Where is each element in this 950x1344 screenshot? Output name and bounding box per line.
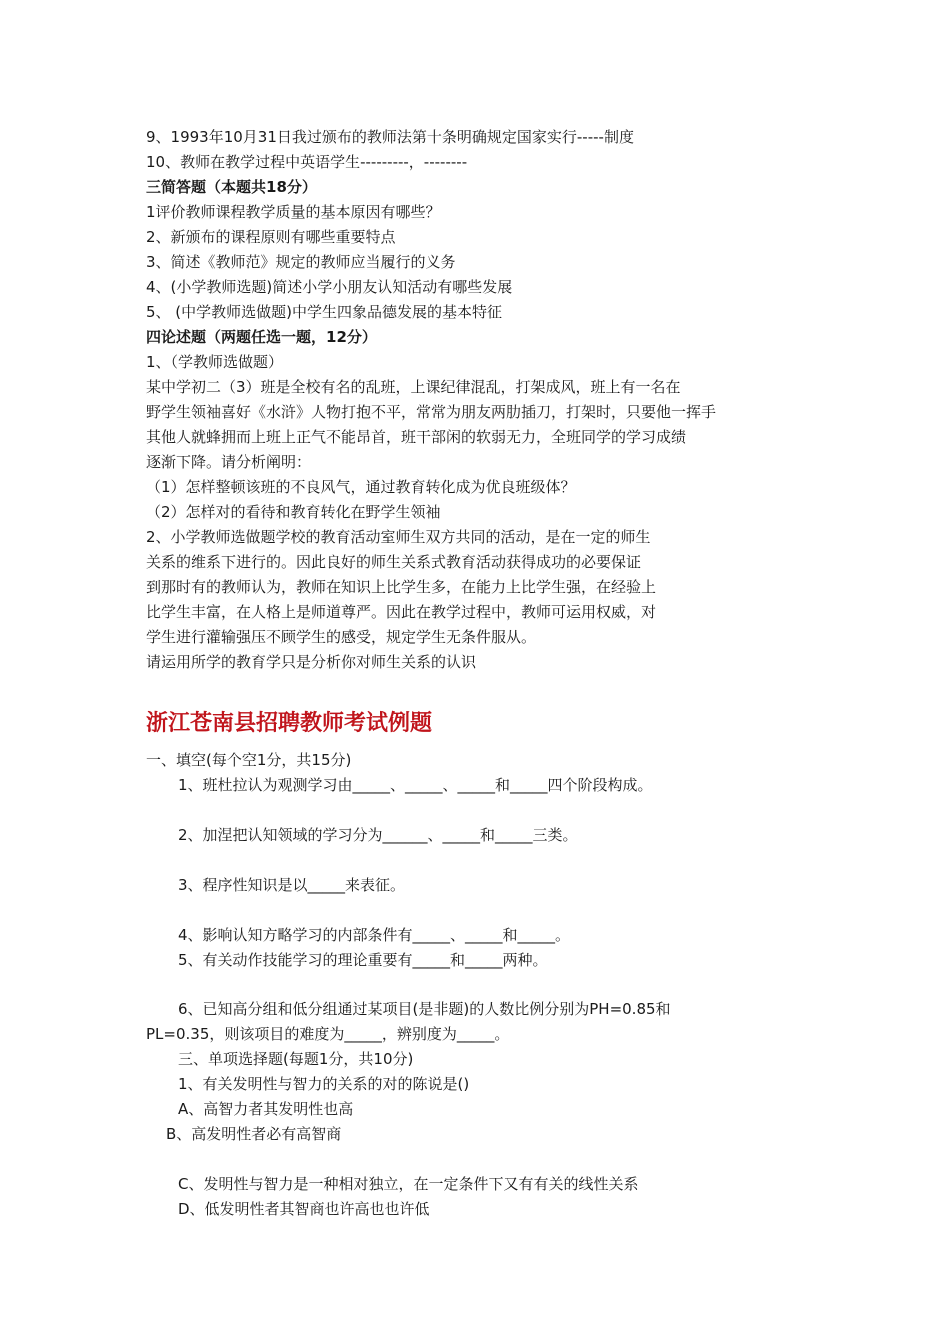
essay-line: 野学生领袖喜好《水浒》人物打抱不平，常常为朋友两肋插刀，打架时，只要他一挥手	[146, 403, 717, 421]
essay-line: 2、小学教师选做题学校的教育活动室师生双方共同的活动，是在一定的师生	[146, 528, 651, 546]
short-answer-2: 2、新颁布的课程原则有哪些重要特点	[146, 228, 396, 246]
fill-item-4: 4、影响认知方略学习的内部条件有_____、_____和_____。	[178, 926, 571, 944]
fill-item-1: 1、班杜拉认为观测学习由_____、_____、_____和_____四个阶段构成。	[178, 776, 653, 794]
essay-line: 某中学初二（3）班是全校有名的乱班，上课纪律混乱，打架成风，班上有一名在	[146, 378, 681, 396]
fill-item-2: 2、加涅把认知领域的学习分为______、_____和_____三类。	[178, 826, 578, 844]
essay-line: 学生进行灌输强压不顾学生的感受，规定学生无条件服从。	[146, 628, 537, 646]
short-answer-5: 5、 (中学教师选做题)中学生四象品德发展的基本特征	[146, 303, 503, 321]
essay-line: 其他人就蜂拥而上班上正气不能昂首，班干部闲的软弱无力，全班同学的学习成绩	[146, 428, 687, 446]
essay-line: （1）怎样整顿该班的不良风气，通过教育转化成为优良班级体？	[146, 478, 576, 496]
fill-item-3: 3、程序性知识是以_____来表征。	[178, 876, 406, 894]
exam-title: 浙江苍南县招聘教师考试例题	[146, 710, 433, 736]
fill-section-heading: 一、填空(每个空1分，共15分)	[146, 751, 352, 769]
fill-item-6-cont: PL=0.35，则该项目的难度为_____，辨别度为_____。	[146, 1025, 510, 1043]
short-answer-3: 3、简述《教师范》规定的教师应当履行的义务	[146, 253, 456, 271]
mc-option-d: D、低发明性者其智商也许高也也许低	[178, 1200, 430, 1218]
short-answer-4: 4、(小学教师选题)简述小学小朋友认知活动有哪些发展	[146, 278, 513, 296]
mc-option-c: C、发明性与智力是一种相对独立，在一定条件下又有有关的线性关系	[178, 1175, 639, 1193]
question-9: 9、1993年10月31日我过颁布的教师法第十条明确规定国家实行-----制度	[146, 128, 634, 146]
question-10: 10、教师在教学过程中英语学生---------，--------	[146, 153, 468, 171]
short-answer-1: 1评价教师课程教学质量的基本原因有哪些？	[146, 203, 441, 221]
mc-option-a: A、高智力者其发明性也高	[178, 1100, 354, 1118]
fill-item-6: 6、已知高分组和低分组通过某项目(是非题)的人数比例分别为PH=0.85和	[178, 1000, 671, 1018]
essay-line: 到那时有的教师认为，教师在知识上比学生多，在能力上比学生强，在经验上	[146, 578, 657, 596]
section4-heading: 四论述题（两题任选一题，12分）	[146, 328, 377, 346]
essay-line: （2）怎样对的看待和教育转化在野学生领袖	[146, 503, 441, 521]
section3-heading: 三简答题（本题共18分）	[146, 178, 317, 196]
essay-line: 关系的维系下进行的。因此良好的师生关系式教育活动获得成功的必要保证	[146, 553, 642, 571]
mc-question-1: 1、有关发明性与智力的关系的对的陈说是()	[178, 1075, 470, 1093]
mc-section-heading: 三、单项选择题(每题1分，共10分)	[178, 1050, 414, 1068]
mc-option-b: B、高发明性者必有高智商	[166, 1125, 342, 1143]
essay-line: 请运用所学的教育学只是分析你对师生关系的认识	[146, 653, 477, 671]
essay-line: 比学生丰富，在人格上是师道尊严。因此在教学过程中，教师可运用权威，对	[146, 603, 657, 621]
fill-item-5: 5、有关动作技能学习的理论重要有_____和_____两种。	[178, 951, 548, 969]
essay-line: 1、（学教师选做题）	[146, 353, 284, 371]
essay-line: 逐渐下降。请分析阐明：	[146, 453, 312, 471]
